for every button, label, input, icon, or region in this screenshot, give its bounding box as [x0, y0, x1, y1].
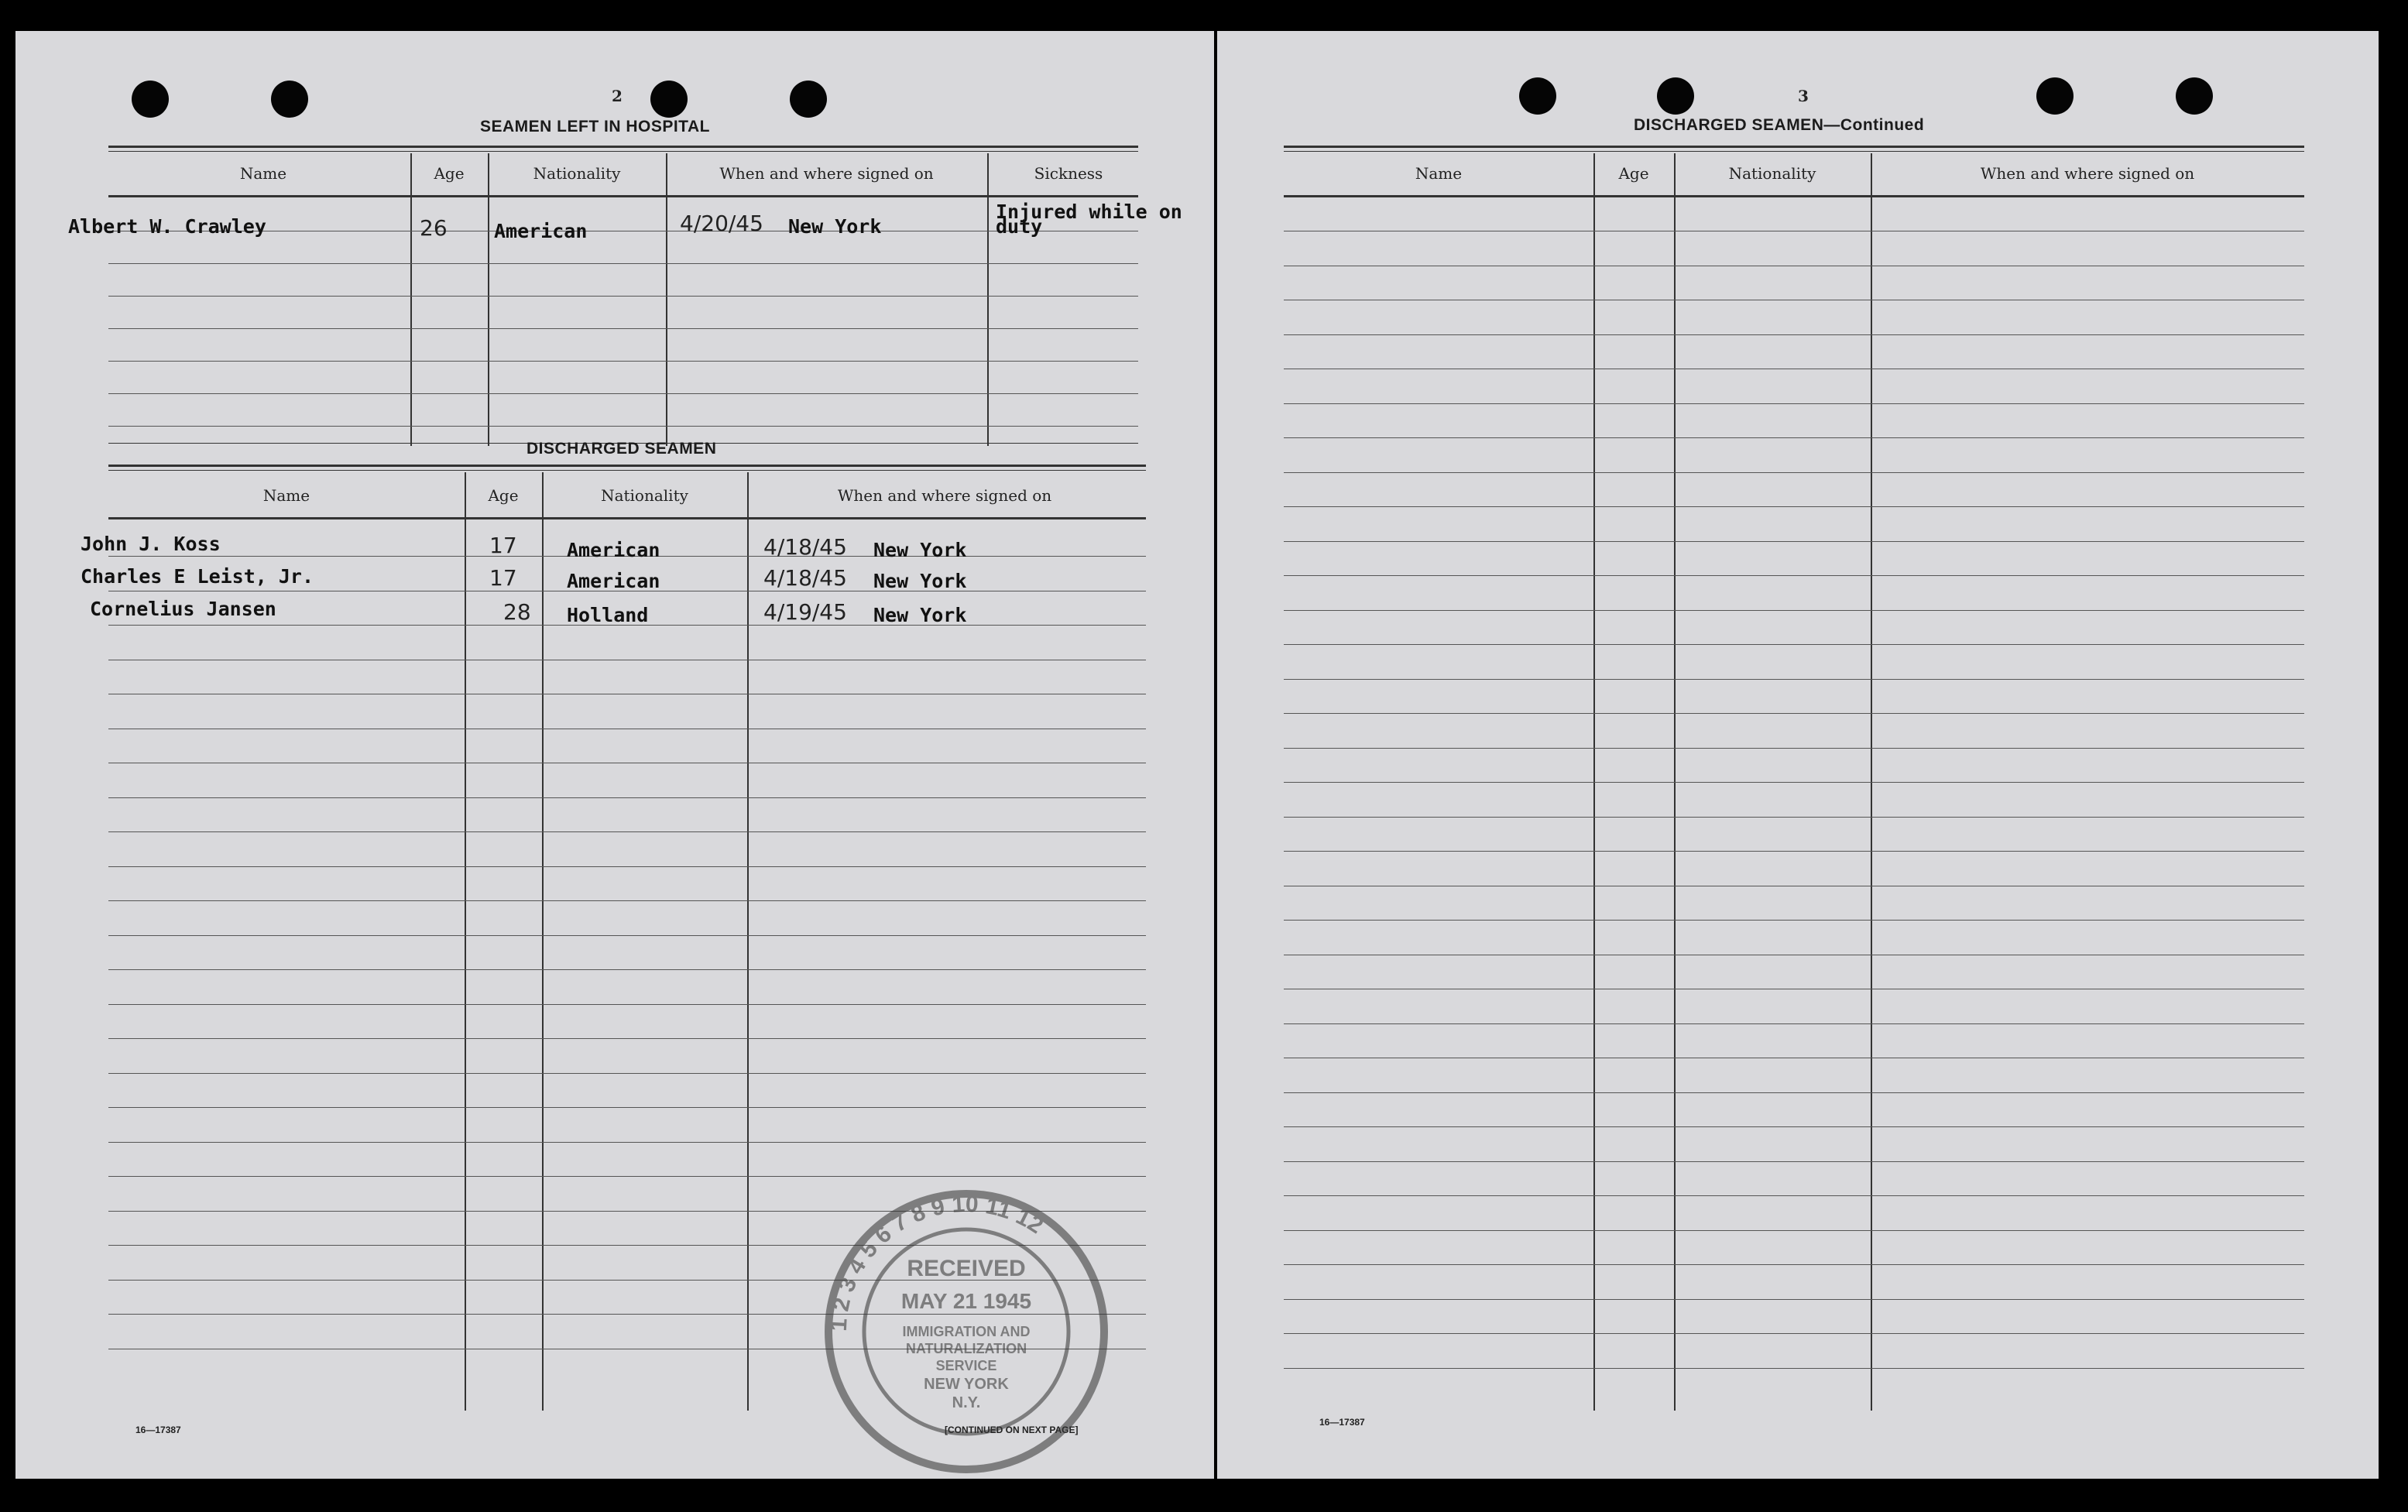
column-header-nationality: Nationality	[533, 164, 621, 183]
column-header-age: Age	[1618, 164, 1649, 183]
hospital-place: New York	[788, 215, 882, 238]
row-rule	[1284, 437, 2304, 438]
punch-hole	[790, 81, 827, 118]
row-rule	[1284, 506, 2304, 507]
column-header-name: Name	[262, 486, 310, 505]
column-header-name: Name	[239, 164, 287, 183]
column-divider	[747, 472, 749, 1411]
row-rule	[1284, 713, 2304, 714]
discharged-date: 4/19/45	[763, 599, 847, 625]
row-rule	[1284, 920, 2304, 921]
column-divider	[987, 153, 989, 446]
punch-hole	[271, 81, 308, 118]
hospital-date: 4/20/45	[680, 211, 763, 236]
row-rule	[1284, 782, 2304, 783]
row-rule	[108, 263, 1138, 264]
row-rule	[1284, 1023, 2304, 1024]
page-number: 2	[612, 87, 623, 105]
received-stamp	[796, 1177, 1137, 1502]
table-top-rule	[108, 151, 1138, 152]
row-rule	[1284, 1092, 2304, 1093]
row-rule	[1284, 403, 2304, 404]
row-rule	[108, 1004, 1146, 1005]
table-top-rule	[108, 146, 1138, 148]
row-rule	[1284, 1333, 2304, 1334]
table-top-rule	[1284, 146, 2304, 148]
discharged-place: New York	[873, 539, 967, 561]
row-rule	[1284, 1299, 2304, 1300]
row-rule	[1284, 541, 2304, 542]
hospital-sickness: Injured while on duty	[996, 201, 1182, 238]
column-divider	[666, 153, 667, 446]
discharged-date: 4/18/45	[763, 565, 847, 591]
row-rule	[108, 900, 1146, 901]
row-rule	[108, 866, 1146, 867]
column-divider	[542, 472, 544, 1411]
discharged-place: New York	[873, 604, 967, 626]
stamp-agency: SERVICE	[935, 1358, 997, 1373]
hospital-name: Albert W. Crawley	[68, 215, 266, 238]
discharged-section-title: DISCHARGED SEAMEN	[527, 440, 717, 458]
row-rule	[1284, 575, 2304, 576]
discharged-age: 17	[489, 565, 517, 591]
row-rule	[108, 935, 1146, 936]
row-rule	[1284, 644, 2304, 645]
row-rule	[1284, 1195, 2304, 1196]
discharged-name: Cornelius Jansen	[90, 598, 276, 620]
form-number: 16—17387	[1319, 1417, 1365, 1428]
form-number: 16—17387	[135, 1425, 181, 1435]
row-rule	[108, 969, 1146, 970]
discharged-continued-title	[1634, 116, 1924, 135]
row-rule	[108, 1038, 1146, 1039]
row-rule	[108, 393, 1138, 394]
hospital-age: 26	[420, 215, 448, 241]
row-rule	[1284, 679, 2304, 680]
row-rule	[1284, 1368, 2304, 1369]
column-divider	[488, 153, 489, 446]
discharged-nationality: American	[567, 539, 660, 561]
row-rule	[108, 328, 1138, 329]
punch-hole	[1657, 77, 1694, 115]
header-rule	[108, 195, 1138, 197]
continued-note: [CONTINUED ON NEXT PAGE]	[945, 1425, 1079, 1435]
row-rule	[1284, 851, 2304, 852]
title-main: DISCHARGED SEAMEN	[1634, 116, 1824, 134]
row-rule	[1284, 1126, 2304, 1127]
punch-hole	[2176, 77, 2213, 115]
stamp-agency: IMMIGRATION AND	[902, 1324, 1031, 1339]
column-header-sickness: Sickness	[1034, 164, 1103, 183]
discharged-nationality: American	[567, 570, 660, 592]
stamp-received: RECEIVED	[907, 1256, 1026, 1281]
discharged-name: Charles E Leist, Jr.	[81, 565, 314, 588]
page-number: 3	[1798, 87, 1809, 105]
table-top-rule	[108, 465, 1146, 467]
table-top-rule	[1284, 151, 2304, 152]
punch-hole	[1519, 77, 1556, 115]
row-rule	[108, 1142, 1146, 1143]
column-divider	[410, 153, 412, 446]
row-rule	[1284, 610, 2304, 611]
discharged-age: 17	[489, 533, 517, 558]
row-rule	[1284, 334, 2304, 335]
column-header-nationality: Nationality	[601, 486, 688, 505]
discharged-nationality: Holland	[567, 604, 649, 626]
header-rule	[108, 517, 1146, 519]
stamp-state: N.Y.	[952, 1394, 981, 1411]
row-rule	[1284, 1161, 2304, 1162]
stamp-ring-numbers: 1 2 3 4 5 6 7 8 9 10 11 12	[825, 1191, 1048, 1332]
discharged-age: 28	[503, 599, 531, 625]
header-rule	[1284, 195, 2304, 197]
hospital-section-title: SEAMEN LEFT IN HOSPITAL	[480, 118, 710, 135]
row-rule	[108, 1073, 1146, 1074]
punch-hole	[650, 81, 688, 118]
discharged-place: New York	[873, 570, 967, 592]
stamp-date: MAY 21 1945	[900, 1289, 1032, 1313]
row-rule	[108, 831, 1146, 832]
column-header-age: Age	[488, 486, 519, 505]
row-rule	[1284, 817, 2304, 818]
punch-hole	[132, 81, 169, 118]
title-suffix: —Continued	[1823, 116, 1925, 134]
row-rule	[108, 361, 1138, 362]
row-rule	[1284, 1230, 2304, 1231]
discharged-name: John J. Koss	[81, 533, 221, 555]
row-rule	[1284, 748, 2304, 749]
column-header-name: Name	[1415, 164, 1463, 183]
row-rule	[108, 426, 1138, 427]
row-rule	[1284, 472, 2304, 473]
punch-hole	[2036, 77, 2074, 115]
discharged-date: 4/18/45	[763, 534, 847, 560]
column-divider	[465, 472, 466, 1411]
hospital-nationality: American	[494, 220, 588, 242]
row-rule	[108, 797, 1146, 798]
stamp-agency: NATURALIZATION	[905, 1341, 1027, 1356]
row-rule	[108, 296, 1138, 297]
column-header-signed-on: When and where signed on	[837, 486, 1052, 505]
stamp-city: NEW YORK	[924, 1376, 1009, 1393]
row-rule	[1284, 1264, 2304, 1265]
column-header-age: Age	[434, 164, 465, 183]
column-header-nationality: Nationality	[1728, 164, 1816, 183]
table-top-rule	[108, 470, 1146, 471]
column-header-signed-on: When and where signed on	[719, 164, 934, 183]
row-rule	[108, 1107, 1146, 1108]
right-page	[1217, 31, 2379, 1479]
column-header-signed-on: When and where signed on	[1980, 164, 2195, 183]
